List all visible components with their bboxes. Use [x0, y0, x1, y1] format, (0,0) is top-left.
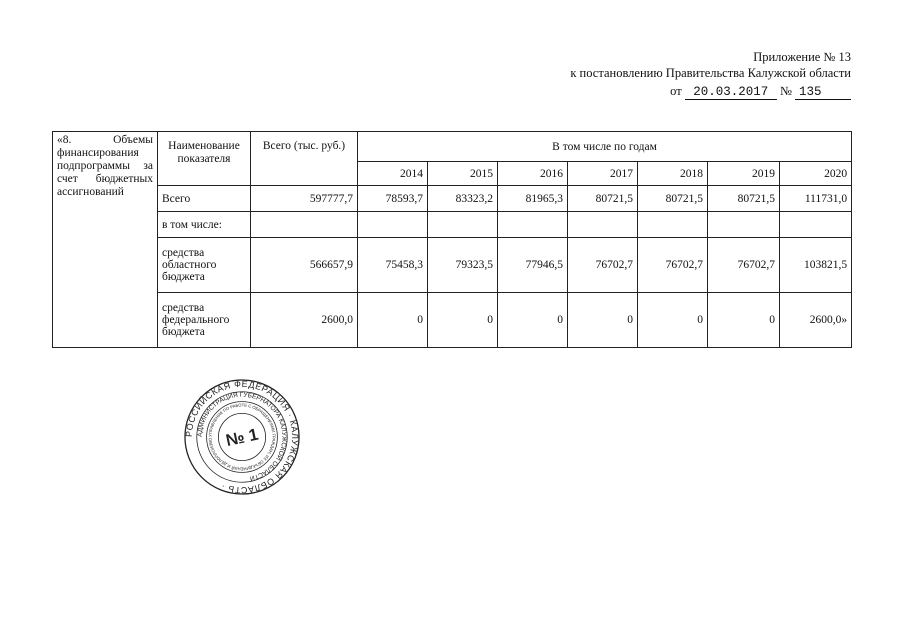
- row-total: [251, 212, 358, 238]
- financing-table: [52, 131, 852, 348]
- appendix-title: Приложение № 13: [753, 50, 851, 64]
- row-value: [780, 212, 852, 238]
- year-header: 2015: [428, 162, 498, 186]
- resolution-reference: к постановлению Правительства Калужской области: [570, 66, 851, 80]
- row-value: 81965,3: [498, 186, 568, 212]
- official-stamp: [183, 378, 301, 496]
- row-value: 80721,5: [568, 186, 638, 212]
- number-label: №: [779, 84, 792, 98]
- section-label: «8. Объемы финансирования подпрограммы за счет бюджетных ассигнований: [53, 132, 158, 348]
- row-value: [708, 212, 780, 238]
- year-header: 2020: [780, 162, 852, 186]
- year-header: 2014: [358, 162, 428, 186]
- row-value: 0: [568, 293, 638, 348]
- row-value: 2600,0»: [780, 293, 852, 348]
- row-value: 80721,5: [708, 186, 780, 212]
- row-total: 566657,9: [251, 238, 358, 293]
- row-value: [428, 212, 498, 238]
- row-value: [358, 212, 428, 238]
- row-total: 597777,7: [251, 186, 358, 212]
- row-value: 0: [358, 293, 428, 348]
- row-value: 111731,0: [780, 186, 852, 212]
- year-header: 2017: [568, 162, 638, 186]
- row-value: [498, 212, 568, 238]
- year-header: 2016: [498, 162, 568, 186]
- table-row: [53, 238, 852, 293]
- row-value: 0: [708, 293, 780, 348]
- stamp-inner-text: УПРАВЛЕНИЕ ПО РАБОТЕ С ОБРАЩЕНИЯМИ ГРАЖДАН, ИХ ОБЪЕДИНЕНИЙ И ДЕЛОПРОИЗВО: [207, 402, 277, 472]
- column-header-total: Всего (тыс. руб.): [251, 132, 358, 186]
- row-total: 2600,0: [251, 293, 358, 348]
- row-name: средства областного бюджета: [158, 238, 251, 293]
- row-name: средства федерального бюджета: [158, 293, 251, 348]
- stamp-middle-text: АДМИНИСТРАЦИЯ ГУБЕРНАТОРА КАЛУЖСКОЙ ОБЛАСТИ: [196, 391, 288, 482]
- row-name: в том числе:: [158, 212, 251, 238]
- row-value: 103821,5: [780, 238, 852, 293]
- year-header: 2018: [638, 162, 708, 186]
- stamp-outer-text: РОССИЙСКАЯ ФЕДЕРАЦИЯ · КАЛУЖСКАЯ ОБЛАСТЬ ·: [183, 378, 301, 496]
- row-value: 83323,2: [428, 186, 498, 212]
- document-header: [570, 49, 851, 100]
- resolution-number: 135: [795, 86, 851, 100]
- row-name: Всего: [158, 186, 251, 212]
- table-row: [53, 212, 852, 238]
- resolution-date-line: [570, 83, 851, 100]
- row-value: 0: [428, 293, 498, 348]
- resolution-date: 20.03.2017: [685, 86, 777, 100]
- row-value: 76702,7: [708, 238, 780, 293]
- row-value: 76702,7: [568, 238, 638, 293]
- row-value: [638, 212, 708, 238]
- row-value: 78593,7: [358, 186, 428, 212]
- row-value: 80721,5: [638, 186, 708, 212]
- from-label: от: [670, 84, 682, 98]
- row-value: [568, 212, 638, 238]
- row-value: 0: [498, 293, 568, 348]
- row-value: 75458,3: [358, 238, 428, 293]
- row-value: 79323,5: [428, 238, 498, 293]
- column-header-years-group: В том числе по годам: [358, 132, 852, 162]
- column-header-name: Наименование показателя: [158, 132, 251, 186]
- table-row: [53, 293, 852, 348]
- year-header: 2019: [708, 162, 780, 186]
- row-value: 0: [638, 293, 708, 348]
- row-value: 77946,5: [498, 238, 568, 293]
- row-value: 76702,7: [638, 238, 708, 293]
- table-row: [53, 186, 852, 212]
- stamp-number: № 1: [224, 424, 260, 451]
